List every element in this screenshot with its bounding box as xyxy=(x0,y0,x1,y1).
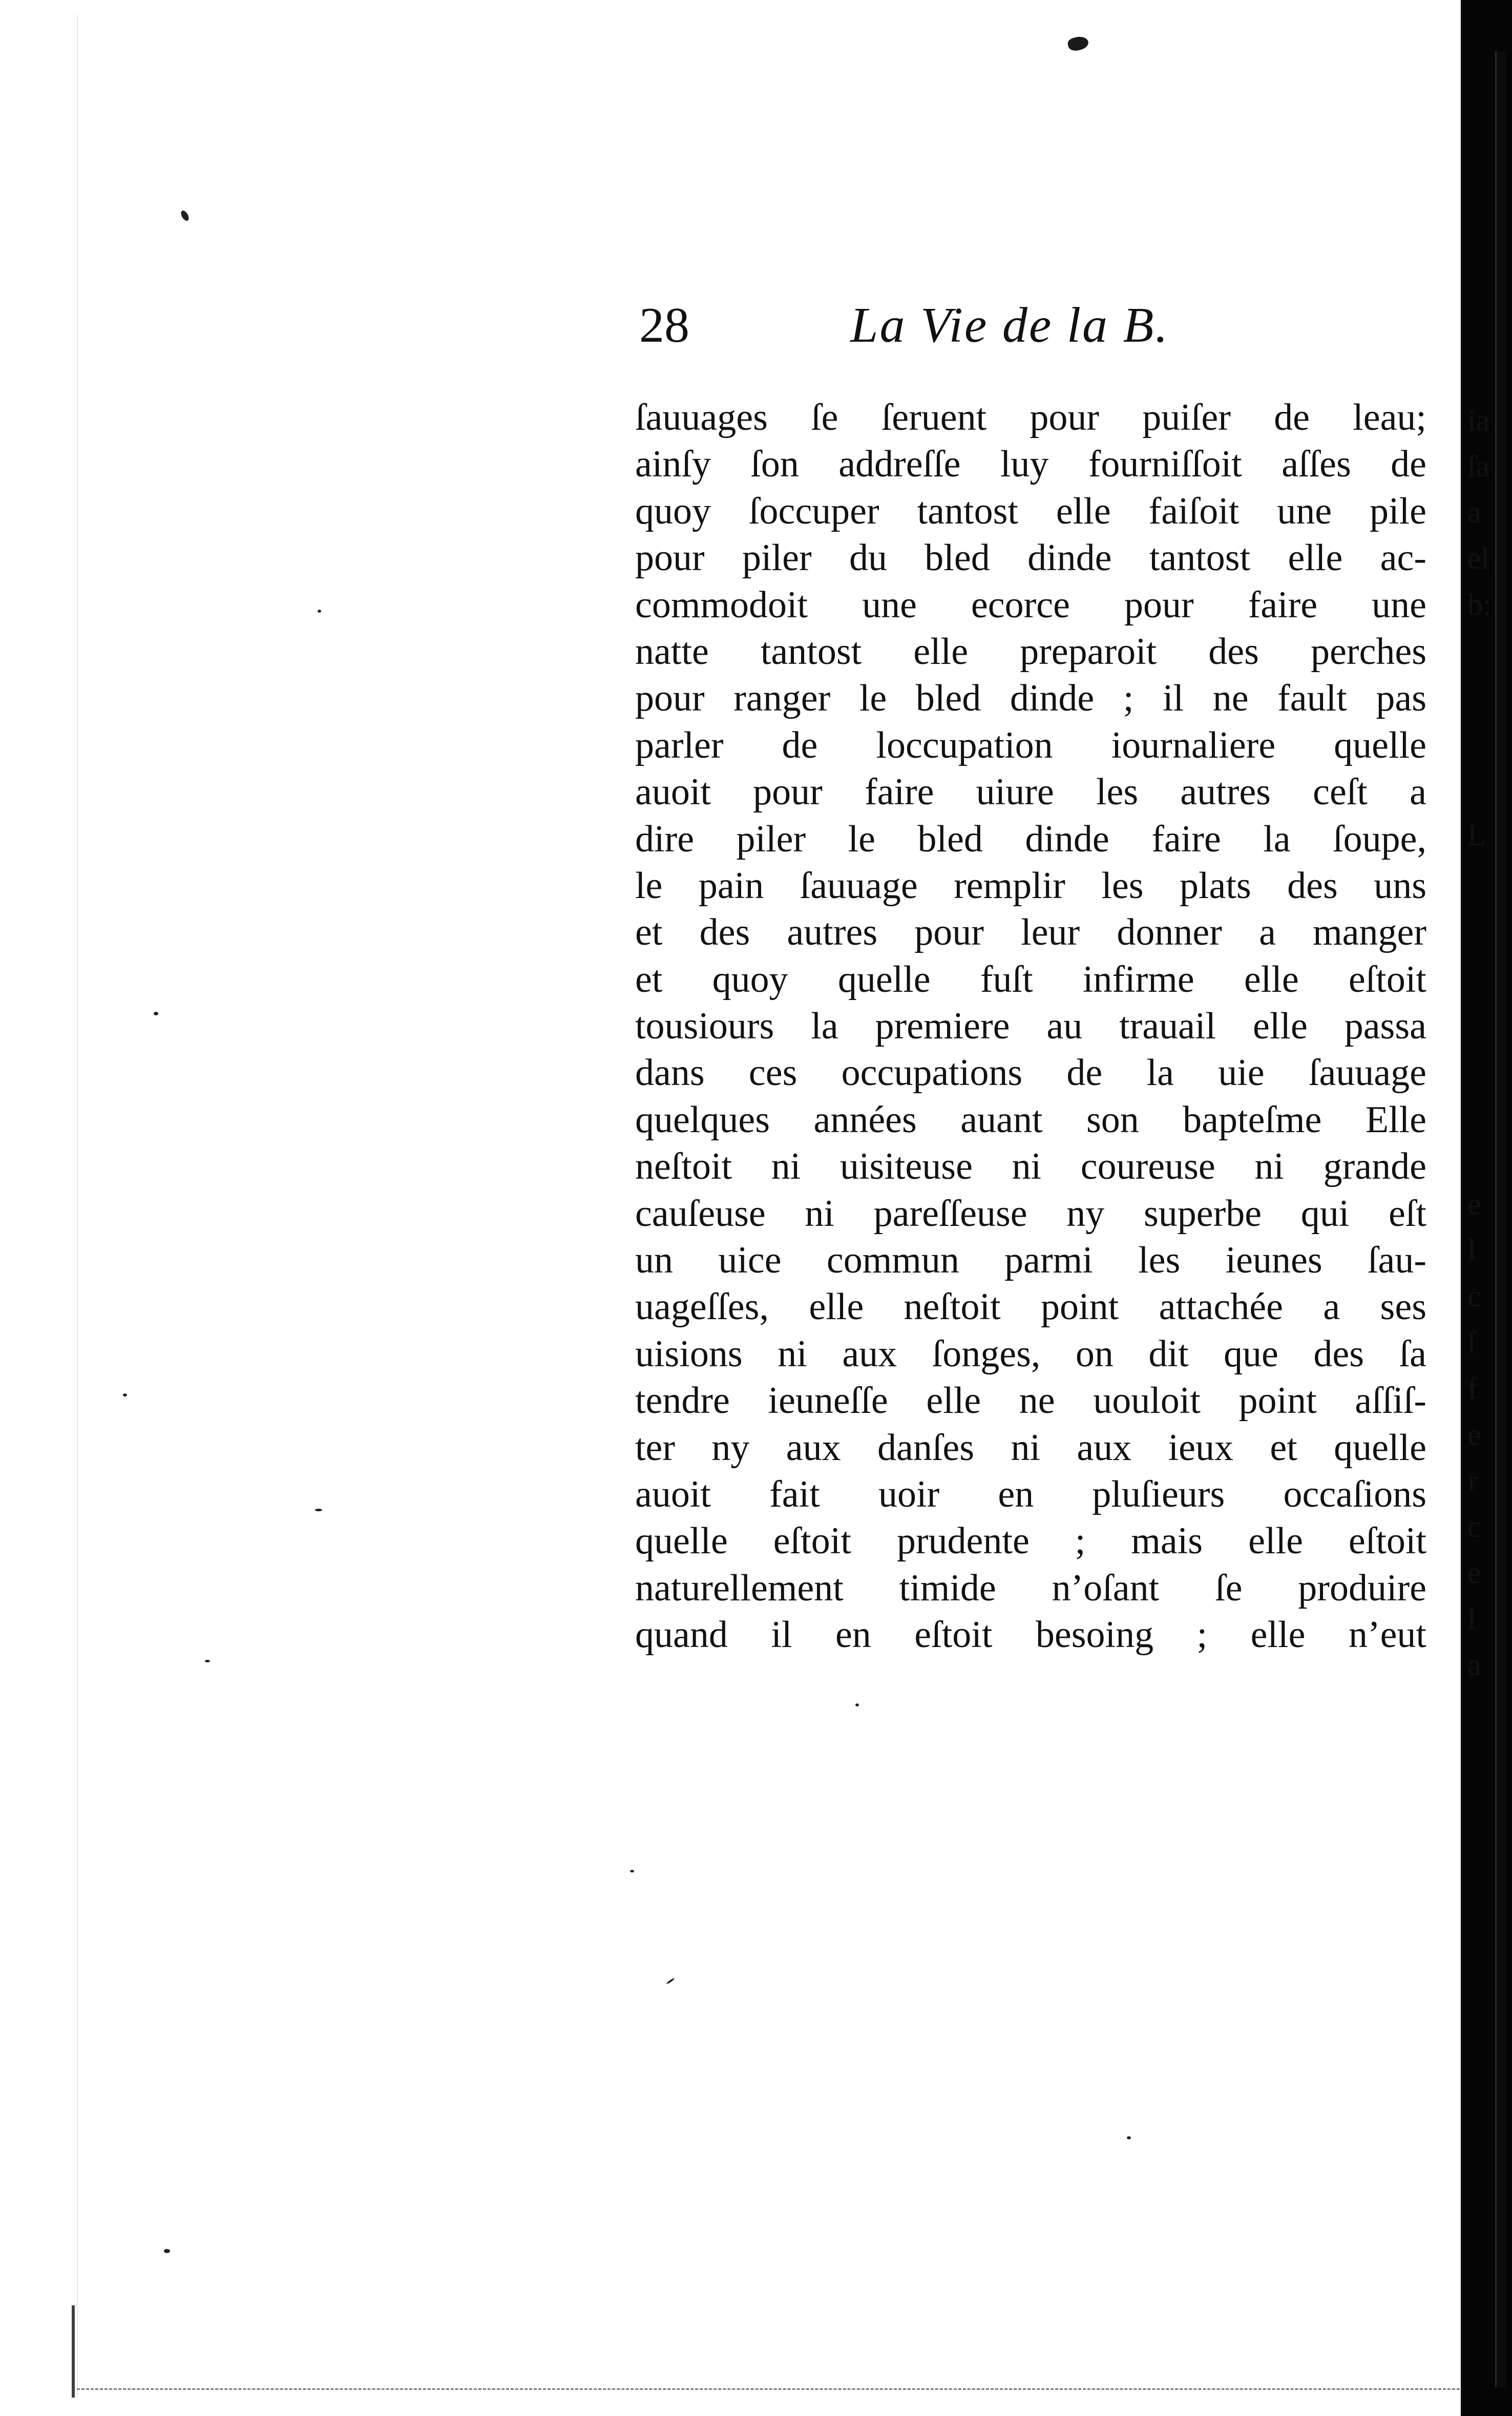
left-binding-shadow xyxy=(72,2305,106,2398)
text-line: dire piler le bled dinde faire la ſoupe, xyxy=(635,818,1426,860)
page-number: 28 xyxy=(639,298,689,353)
text-line: natte tantost elle preparoit des perches xyxy=(635,630,1426,673)
text-line: neſtoit ni uisiteuse ni coureuse ni grande xyxy=(635,1145,1426,1188)
facing-page-letter: c xyxy=(1467,1510,1481,1544)
text-column xyxy=(635,287,1426,1659)
text-line: auoit pour faire uiure les autres ceſt a xyxy=(635,771,1426,814)
text-line: et quoy quelle fuſt infirme elle eſtoit xyxy=(635,958,1426,1001)
dust-speck xyxy=(123,1393,127,1397)
dust-speck xyxy=(164,2249,170,2253)
dust-speck xyxy=(666,1977,675,1985)
text-line: le pain ſauuage remplir les plats des uns xyxy=(635,864,1426,907)
text-line: uisions ni aux ſonges, on dit que des ſa xyxy=(635,1332,1426,1375)
facing-page-letter: l xyxy=(1467,1233,1476,1267)
page-header xyxy=(635,287,1426,364)
facing-page-letter: e xyxy=(1467,1418,1481,1451)
text-line: quelques années auant son bapteſme Elle xyxy=(635,1098,1426,1141)
facing-page-letter: ſ xyxy=(1467,1325,1476,1359)
dust-speck xyxy=(205,1660,210,1662)
facing-page-letter: f xyxy=(1467,1371,1478,1405)
dust-speck xyxy=(179,209,190,222)
text-line: pour ranger le bled dinde ; il ne fault pas xyxy=(635,677,1426,720)
dust-speck xyxy=(315,1509,322,1511)
text-line: naturellement timide n’oſant ſe produire xyxy=(635,1567,1426,1609)
text-line: quand il en eſtoit besoing ; elle n’eut xyxy=(635,1614,1426,1656)
facing-page-letter: ſa xyxy=(1467,449,1490,483)
facing-page-letter: L xyxy=(1467,818,1486,852)
facing-page-letter: r xyxy=(1467,1464,1478,1497)
dust-speck xyxy=(318,610,321,613)
facing-page-edge xyxy=(1495,51,1506,2387)
text-line: et des autres pour leur donner a manger xyxy=(635,911,1426,954)
running-title: La Vie de la B. xyxy=(850,298,1169,353)
facing-page-letter: a xyxy=(1467,495,1481,529)
text-line: pour piler du bled dinde tantost elle ac- xyxy=(635,537,1426,579)
text-line: tousiours la premiere au trauail elle passa xyxy=(635,1005,1426,1048)
dust-speck xyxy=(855,1703,859,1706)
facing-page-letter: c xyxy=(1467,1279,1481,1313)
bottom-page-edge xyxy=(77,2388,1460,2390)
left-page-edge xyxy=(77,15,93,2398)
dust-speck xyxy=(1127,2136,1131,2139)
dust-speck xyxy=(630,1870,634,1872)
text-line: tendre ieuneſſe elle ne uouloit point aſſiſ- xyxy=(635,1380,1426,1422)
facing-page-fragments xyxy=(1467,0,1492,2416)
facing-page-letter: l xyxy=(1467,1602,1476,1636)
text-line: un uice commun parmi les ieunes ſau- xyxy=(635,1239,1426,1282)
text-line: quelle eſtoit prudente ; mais elle eſtoit xyxy=(635,1520,1426,1563)
text-line: auoit fait uoir en pluſieurs occaſions xyxy=(635,1473,1426,1515)
dust-speck xyxy=(154,1012,158,1015)
facing-page-letter: b: xyxy=(1467,588,1492,621)
text-line: ſauuages ſe ſeruent pour puiſer de leau; xyxy=(635,397,1426,439)
body-text xyxy=(635,394,1426,1659)
text-line: dans ces occupations de la uie ſauuage xyxy=(635,1052,1426,1094)
text-line: cauſeuse ni pareſſeuse ny superbe qui eſt xyxy=(635,1192,1426,1235)
facing-page-letter: ia xyxy=(1467,403,1490,437)
text-line: commodoit une ecorce pour faire une xyxy=(635,584,1426,626)
text-line: ainſy ſon addreſſe luy fourniſſoit aſſes de xyxy=(635,443,1426,486)
text-line: uageſſes, elle neſtoit point attachée a ses xyxy=(635,1286,1426,1328)
text-line: ter ny aux danſes ni aux ieux et quelle xyxy=(635,1426,1426,1469)
facing-page-letter: a xyxy=(1467,1648,1481,1682)
ink-blot xyxy=(1066,35,1089,53)
facing-page-letter: e xyxy=(1467,1187,1481,1221)
facing-page-letter: e xyxy=(1467,1556,1481,1590)
text-line: parler de loccupation iournaliere quelle xyxy=(635,724,1426,766)
text-line: quoy ſoccuper tantost elle faiſoit une pile xyxy=(635,490,1426,532)
facing-page-letter: el xyxy=(1467,541,1490,575)
